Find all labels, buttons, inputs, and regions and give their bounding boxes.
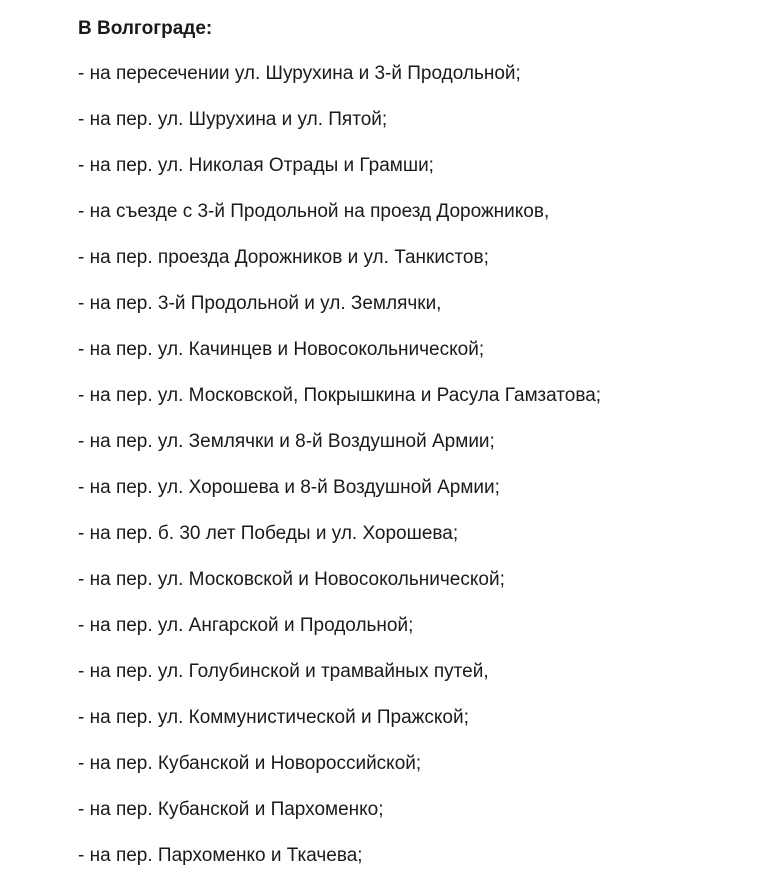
list-item: - на пер. ул. Шурухина и ул. Пятой; <box>78 109 388 130</box>
list-item: - на пер. ул. Московской, Покрышкина и Расула Гамзатова; <box>78 385 602 406</box>
list-item: - на съезде с 3-й Продольной на проезд Дорожников, <box>78 201 550 222</box>
list-item: - на пер. Кубанской и Новороссийской; <box>78 753 422 774</box>
list-item: - на пер. проезда Дорожников и ул. Танкистов; <box>78 247 489 268</box>
list-item: - на пер. Кубанской и Пархоменко; <box>78 799 384 820</box>
list-item: - на пер. ул. Голубинской и трамвайных путей, <box>78 661 489 682</box>
list-item: - на пер. б. 30 лет Победы и ул. Хорошева; <box>78 523 459 544</box>
document-body <box>78 14 758 869</box>
list-item: - на пер. ул. Ангарской и Продольной; <box>78 615 414 636</box>
location-list <box>78 61 758 869</box>
list-item: - на пересечении ул. Шурухина и 3-й Продольной; <box>78 63 521 84</box>
list-item: - на пер. ул. Коммунистической и Пражской; <box>78 707 469 728</box>
list-item: - на пер. Пархоменко и Ткачева; <box>78 845 363 866</box>
list-item: - на пер. 3-й Продольной и ул. Землячки, <box>78 293 442 314</box>
document-heading: В Волгограде: <box>78 18 213 39</box>
list-item: - на пер. ул. Московской и Новосокольнической; <box>78 569 505 590</box>
list-item: - на пер. ул. Землячки и 8-й Воздушной Армии; <box>78 431 495 452</box>
list-item: - на пер. ул. Николая Отрады и Грамши; <box>78 155 434 176</box>
list-item: - на пер. ул. Качинцев и Новосокольнической; <box>78 339 485 360</box>
list-item: - на пер. ул. Хорошева и 8-й Воздушной Армии; <box>78 477 500 498</box>
